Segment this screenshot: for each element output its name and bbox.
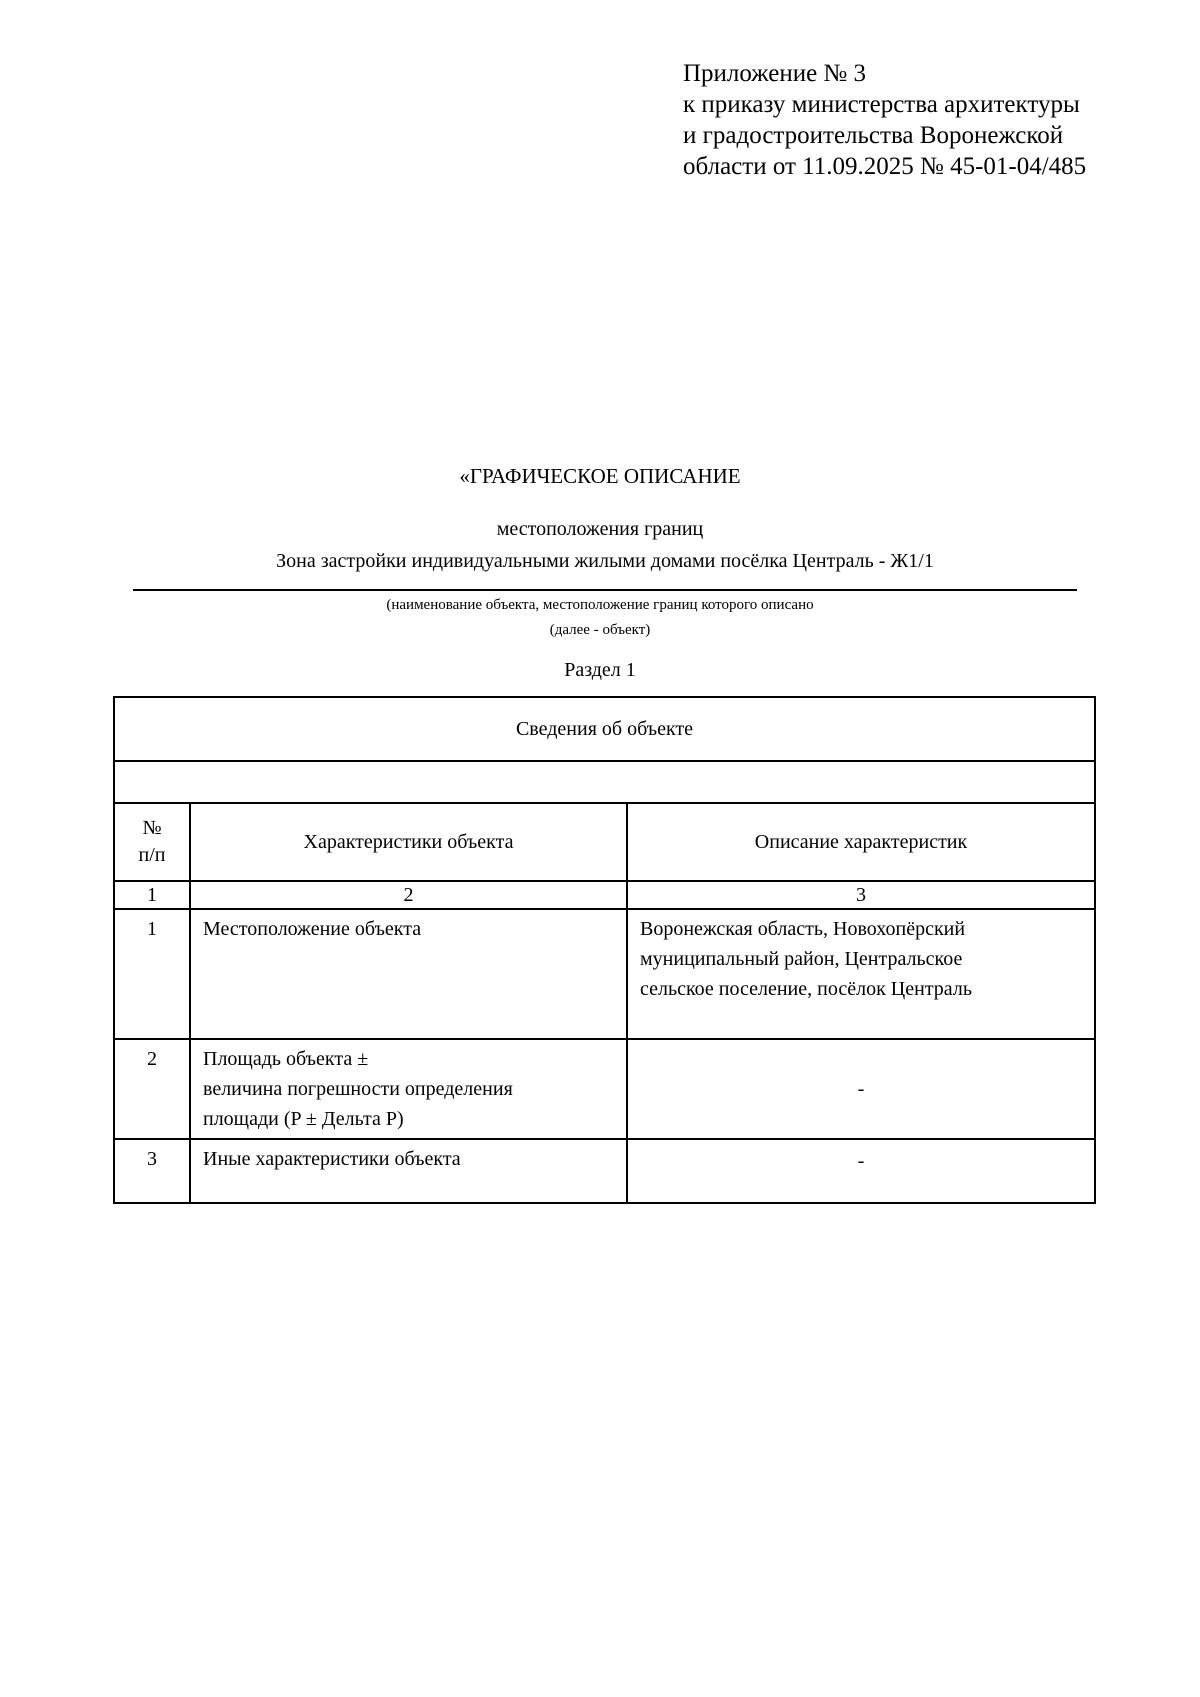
row-number: 1 <box>114 909 190 1039</box>
table-row <box>114 909 1095 1039</box>
object-name-underline <box>133 589 1077 591</box>
document-subtitle: местоположения границ <box>496 518 704 540</box>
row-characteristic-line: величина погрешности определения <box>203 1078 513 1100</box>
table-empty-cell <box>114 761 1095 803</box>
table-header-row <box>114 803 1095 881</box>
row-value: - <box>627 1039 1095 1139</box>
object-info-table <box>113 696 1096 1204</box>
object-name-hint-line-1: (наименование объекта, местоположение границ которого описано <box>386 597 814 613</box>
appendix-line-3: и градостроительства Воронежской <box>683 122 1064 149</box>
object-name: Зона застройки индивидуальными жилыми домами посёлка Централь - Ж1/1 <box>276 550 934 572</box>
column-number: 3 <box>627 881 1095 909</box>
table-caption: Сведения об объекте <box>114 697 1095 761</box>
row-value: - <box>627 1139 1095 1203</box>
appendix-block <box>683 58 1183 182</box>
column-number: 1 <box>114 881 190 909</box>
object-name-hint-line-2: (далее - объект) <box>549 622 651 638</box>
table-column-numbers-row <box>114 881 1095 909</box>
row-number: 2 <box>114 1039 190 1139</box>
column-number: 2 <box>190 881 627 909</box>
header-num <box>114 803 190 881</box>
row-value-line: Воронежская область, Новохопёрский <box>640 918 966 940</box>
header-num-line-2: п/п <box>138 844 166 866</box>
document-title: «ГРАФИЧЕСКОЕ ОПИСАНИЕ <box>459 464 741 488</box>
row-value <box>627 909 1095 1039</box>
table-row <box>114 1139 1095 1203</box>
appendix-line-1: Приложение № 3 <box>683 60 867 87</box>
table-row <box>114 1039 1095 1139</box>
row-number: 3 <box>114 1139 190 1203</box>
header-num-line-1: № <box>142 817 162 839</box>
row-value-line: муниципальный район, Центральское <box>640 948 963 970</box>
header-description: Описание характеристик <box>627 803 1095 881</box>
row-characteristic-line: площади (P ± Дельта P) <box>203 1108 404 1130</box>
row-characteristic: Местоположение объекта <box>190 909 627 1039</box>
appendix-line-4: области от 11.09.2025 № 45-01-04/485 <box>683 153 1087 180</box>
row-characteristic: Иные характеристики объекта <box>190 1139 627 1203</box>
row-characteristic-line: Площадь объекта ± <box>203 1048 369 1070</box>
section-heading: Раздел 1 <box>564 659 636 681</box>
row-characteristic <box>190 1039 627 1139</box>
header-characteristic: Характеристики объекта <box>190 803 627 881</box>
table-empty-row <box>114 761 1095 803</box>
row-value-line: сельское поселение, посёлок Централь <box>640 978 972 1000</box>
appendix-line-2: к приказу министерства архитектуры <box>683 91 1080 118</box>
table-caption-row <box>114 697 1095 761</box>
